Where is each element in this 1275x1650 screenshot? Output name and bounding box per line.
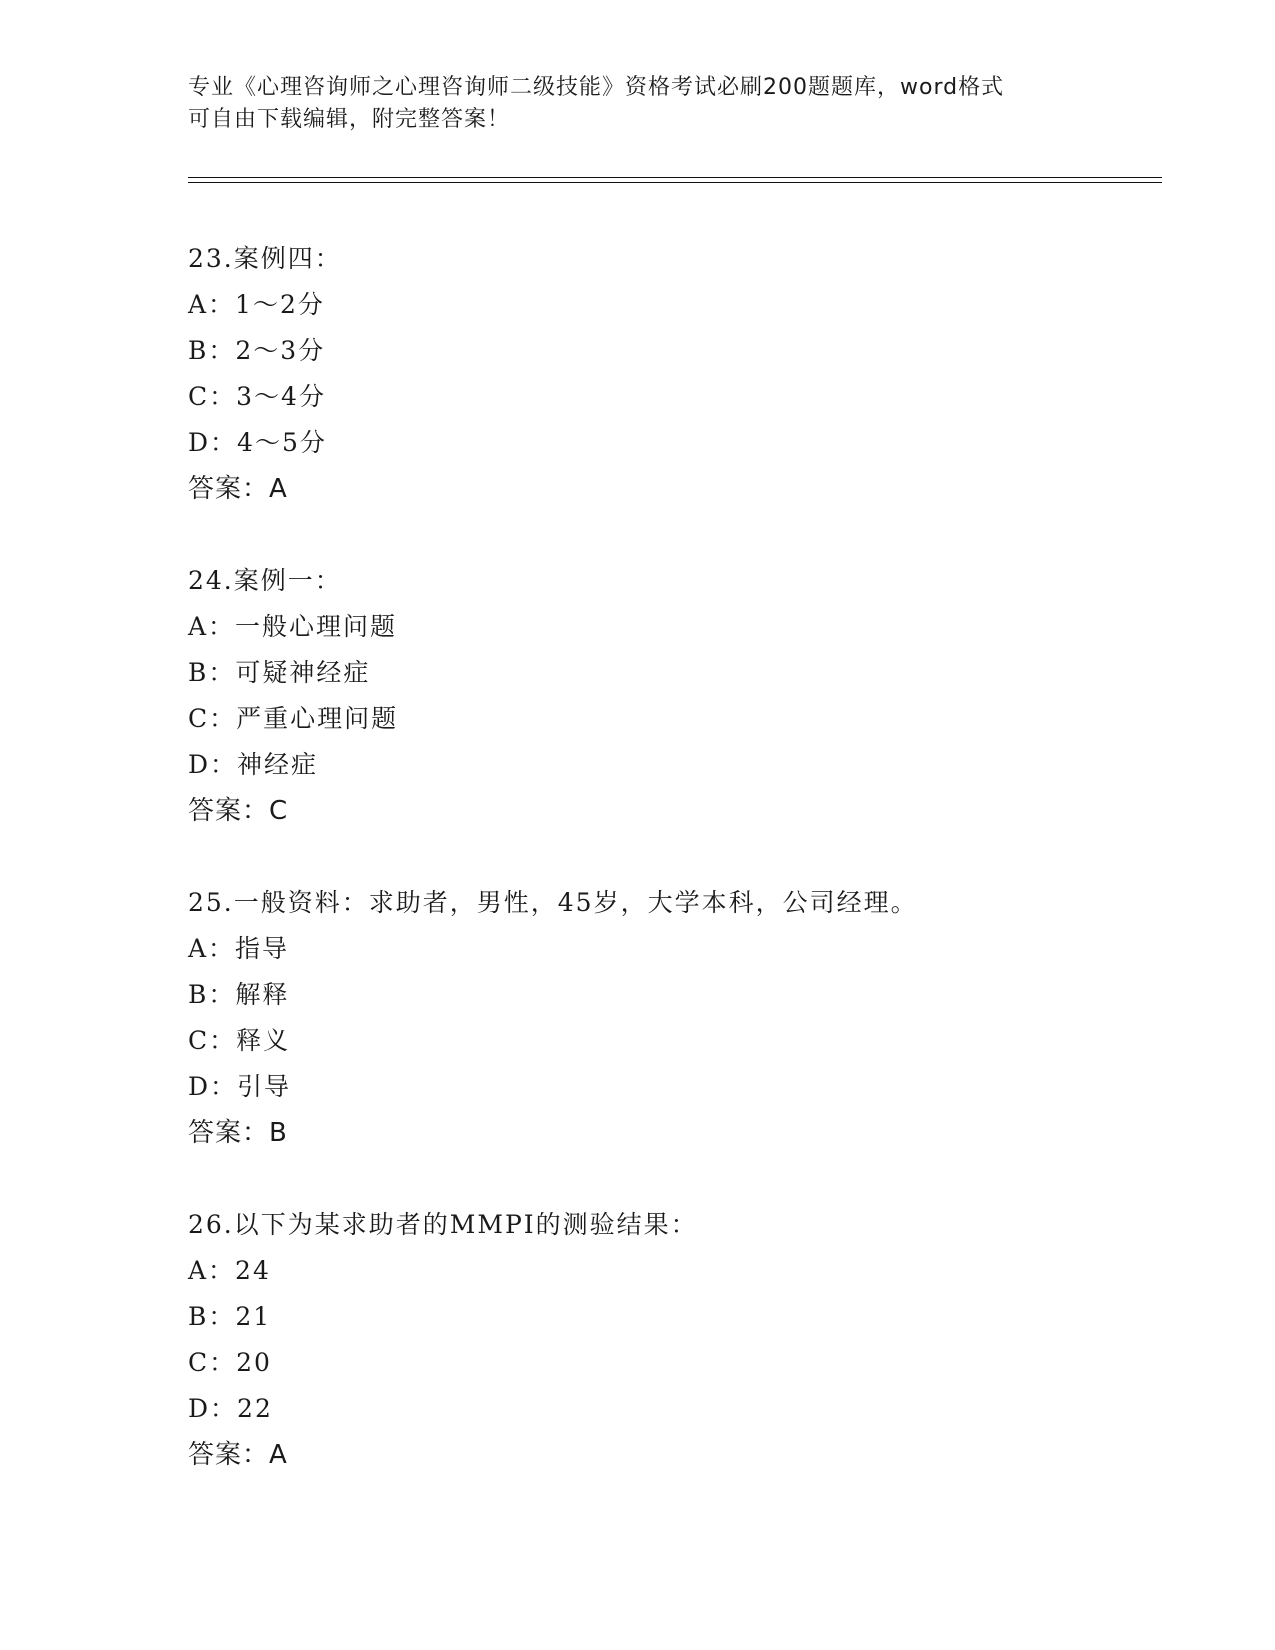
option-a: A：指导 (188, 934, 290, 963)
document-header (188, 72, 1088, 136)
option-d: D：4～5分 (188, 428, 327, 457)
header-line-1: 专业《心理咨询师之心理咨询师二级技能》资格考试必刷200题题库，word格式 (188, 75, 1005, 100)
option-b: B：可疑神经症 (188, 658, 371, 687)
option-b: B：解释 (188, 980, 290, 1009)
option-a: A：1～2分 (188, 290, 325, 319)
question-stem: 24.案例一： (188, 566, 342, 595)
option-d: D：神经症 (188, 750, 319, 779)
option-a: A：一般心理问题 (188, 612, 398, 641)
option-c: C：20 (188, 1348, 272, 1377)
question-block (188, 236, 1168, 512)
option-b: B：21 (188, 1302, 272, 1331)
header-line-2: 可自由下载编辑，附完整答案！ (188, 107, 511, 132)
answer-line: 答案：A (188, 1440, 288, 1470)
answer-line: 答案：A (188, 474, 288, 504)
question-block (188, 558, 1168, 834)
option-b: B：2～3分 (188, 336, 326, 365)
header-divider-top (188, 177, 1162, 178)
option-c: C：释义 (188, 1026, 291, 1055)
option-d: D：22 (188, 1394, 273, 1423)
header-divider-bottom (188, 182, 1162, 183)
question-stem: 23.案例四： (188, 244, 342, 273)
option-c: C：严重心理问题 (188, 704, 399, 733)
option-a: A：24 (188, 1256, 271, 1285)
question-block (188, 880, 1168, 1156)
question-block (188, 1202, 1168, 1478)
question-stem: 25.一般资料：求助者，男性，45岁，大学本科，公司经理。 (188, 888, 918, 917)
answer-line: 答案：C (188, 796, 289, 826)
option-d: D：引导 (188, 1072, 292, 1101)
question-stem: 26.以下为某求助者的MMPI的测验结果： (188, 1210, 698, 1239)
option-c: C：3～4分 (188, 382, 326, 411)
answer-line: 答案：B (188, 1118, 288, 1148)
